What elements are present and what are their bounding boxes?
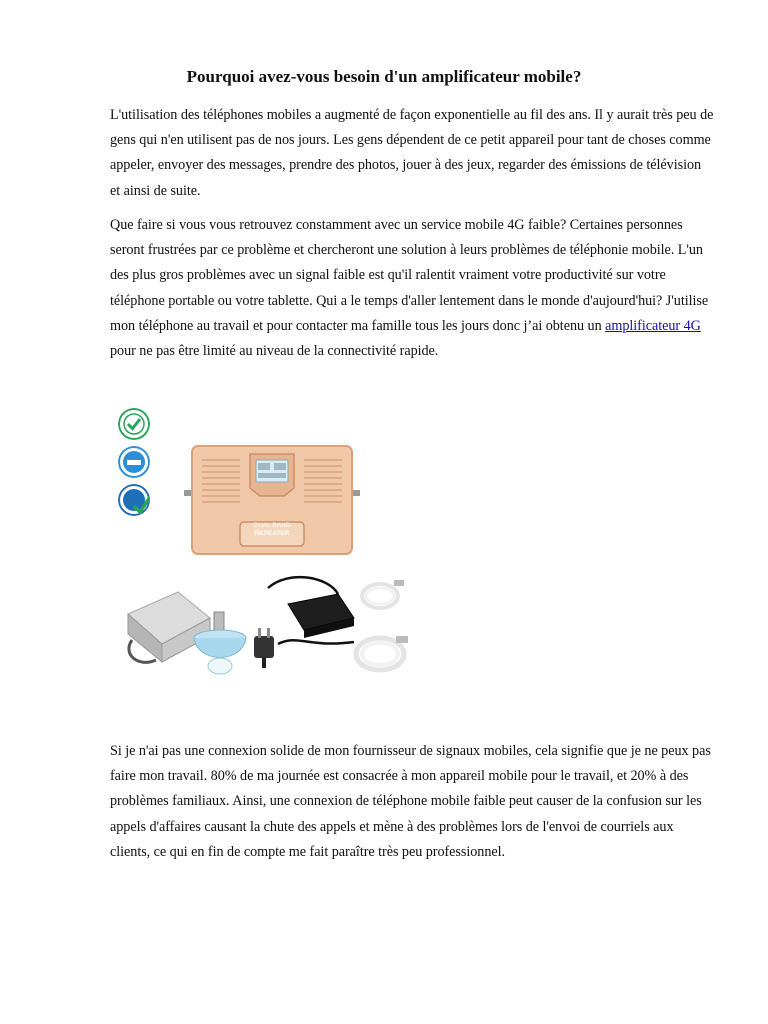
- coax-cable-short: [354, 574, 408, 618]
- repeater-label: [240, 522, 304, 538]
- repeater-label-line2: REPEATER: [254, 530, 290, 537]
- paragraph-weak-signal: [110, 213, 714, 364]
- iso-badge-icon: [118, 484, 150, 516]
- paragraph-work-impact: Si je n'ai pas une connexion solide de mon fournisseur de signaux mobiles, cela signifie que je ne peux pas faire mon travail. 80% de ma journée est consacrée à mon appareil mobile pour le travail, et 20% à des problèmes familiaux. Ainsi, une connexion de téléphone mobile faible peut causer de la confusion sur les appels d'affaires causant la chute des appels et mène à des problèmes lors de l'envoi de courriels aux clients, ce qui en fin de compte me fait paraître très peu professionnel.: [110, 743, 711, 860]
- product-image: [112, 402, 412, 692]
- paragraph-intro: L'utilisation des téléphones mobiles a augmenté de façon exponentielle au fil des ans. Il y aurait très peu de gens qui n'en utilisent pas de nos jours. Les gens dépendent de ce petit appareil pour tant de choses comme appeler, envoyer des messages, prendre des photos, jouer à des jeux, regarder des émissions de télévision et ainsi de suite.: [110, 107, 714, 199]
- paragraph-weak-signal-text-b: pour ne pas être limité au niveau de la connectivité rapide.: [110, 343, 439, 360]
- amplificateur-4g-link[interactable]: amplificateur 4G: [605, 317, 701, 334]
- dome-antenna: [190, 608, 250, 684]
- checkmark-badge-icon: [118, 408, 150, 440]
- coax-cable-long: [350, 622, 412, 680]
- paragraph-weak-signal-text-a: Que faire si vous vous retrouvez constamment avec un service mobile 4G faible? Certaines personnes seront frustrées par ce problème et chercheront une solution à leurs problèmes de téléphonie mobile. L'un des plus gros problèmes avec un signal faible est qu'il ralentit vraiment votre productivité sur votre téléphone portable ou votre tablette. Qui a le temps d'aller lentement dans le monde d'aujourd'hui? J'utilise mon téléphone au travail et pour contacter ma famille tous les jours donc j’ai obtenu un: [110, 217, 709, 334]
- repeater-device: [184, 444, 360, 556]
- warranty-badge-icon: [118, 446, 150, 478]
- page-title: Pourquoi avez-vous besoin d'un amplificateur mobile?: [186, 67, 582, 86]
- repeater-label-line1: DUAL BAND: [253, 522, 291, 529]
